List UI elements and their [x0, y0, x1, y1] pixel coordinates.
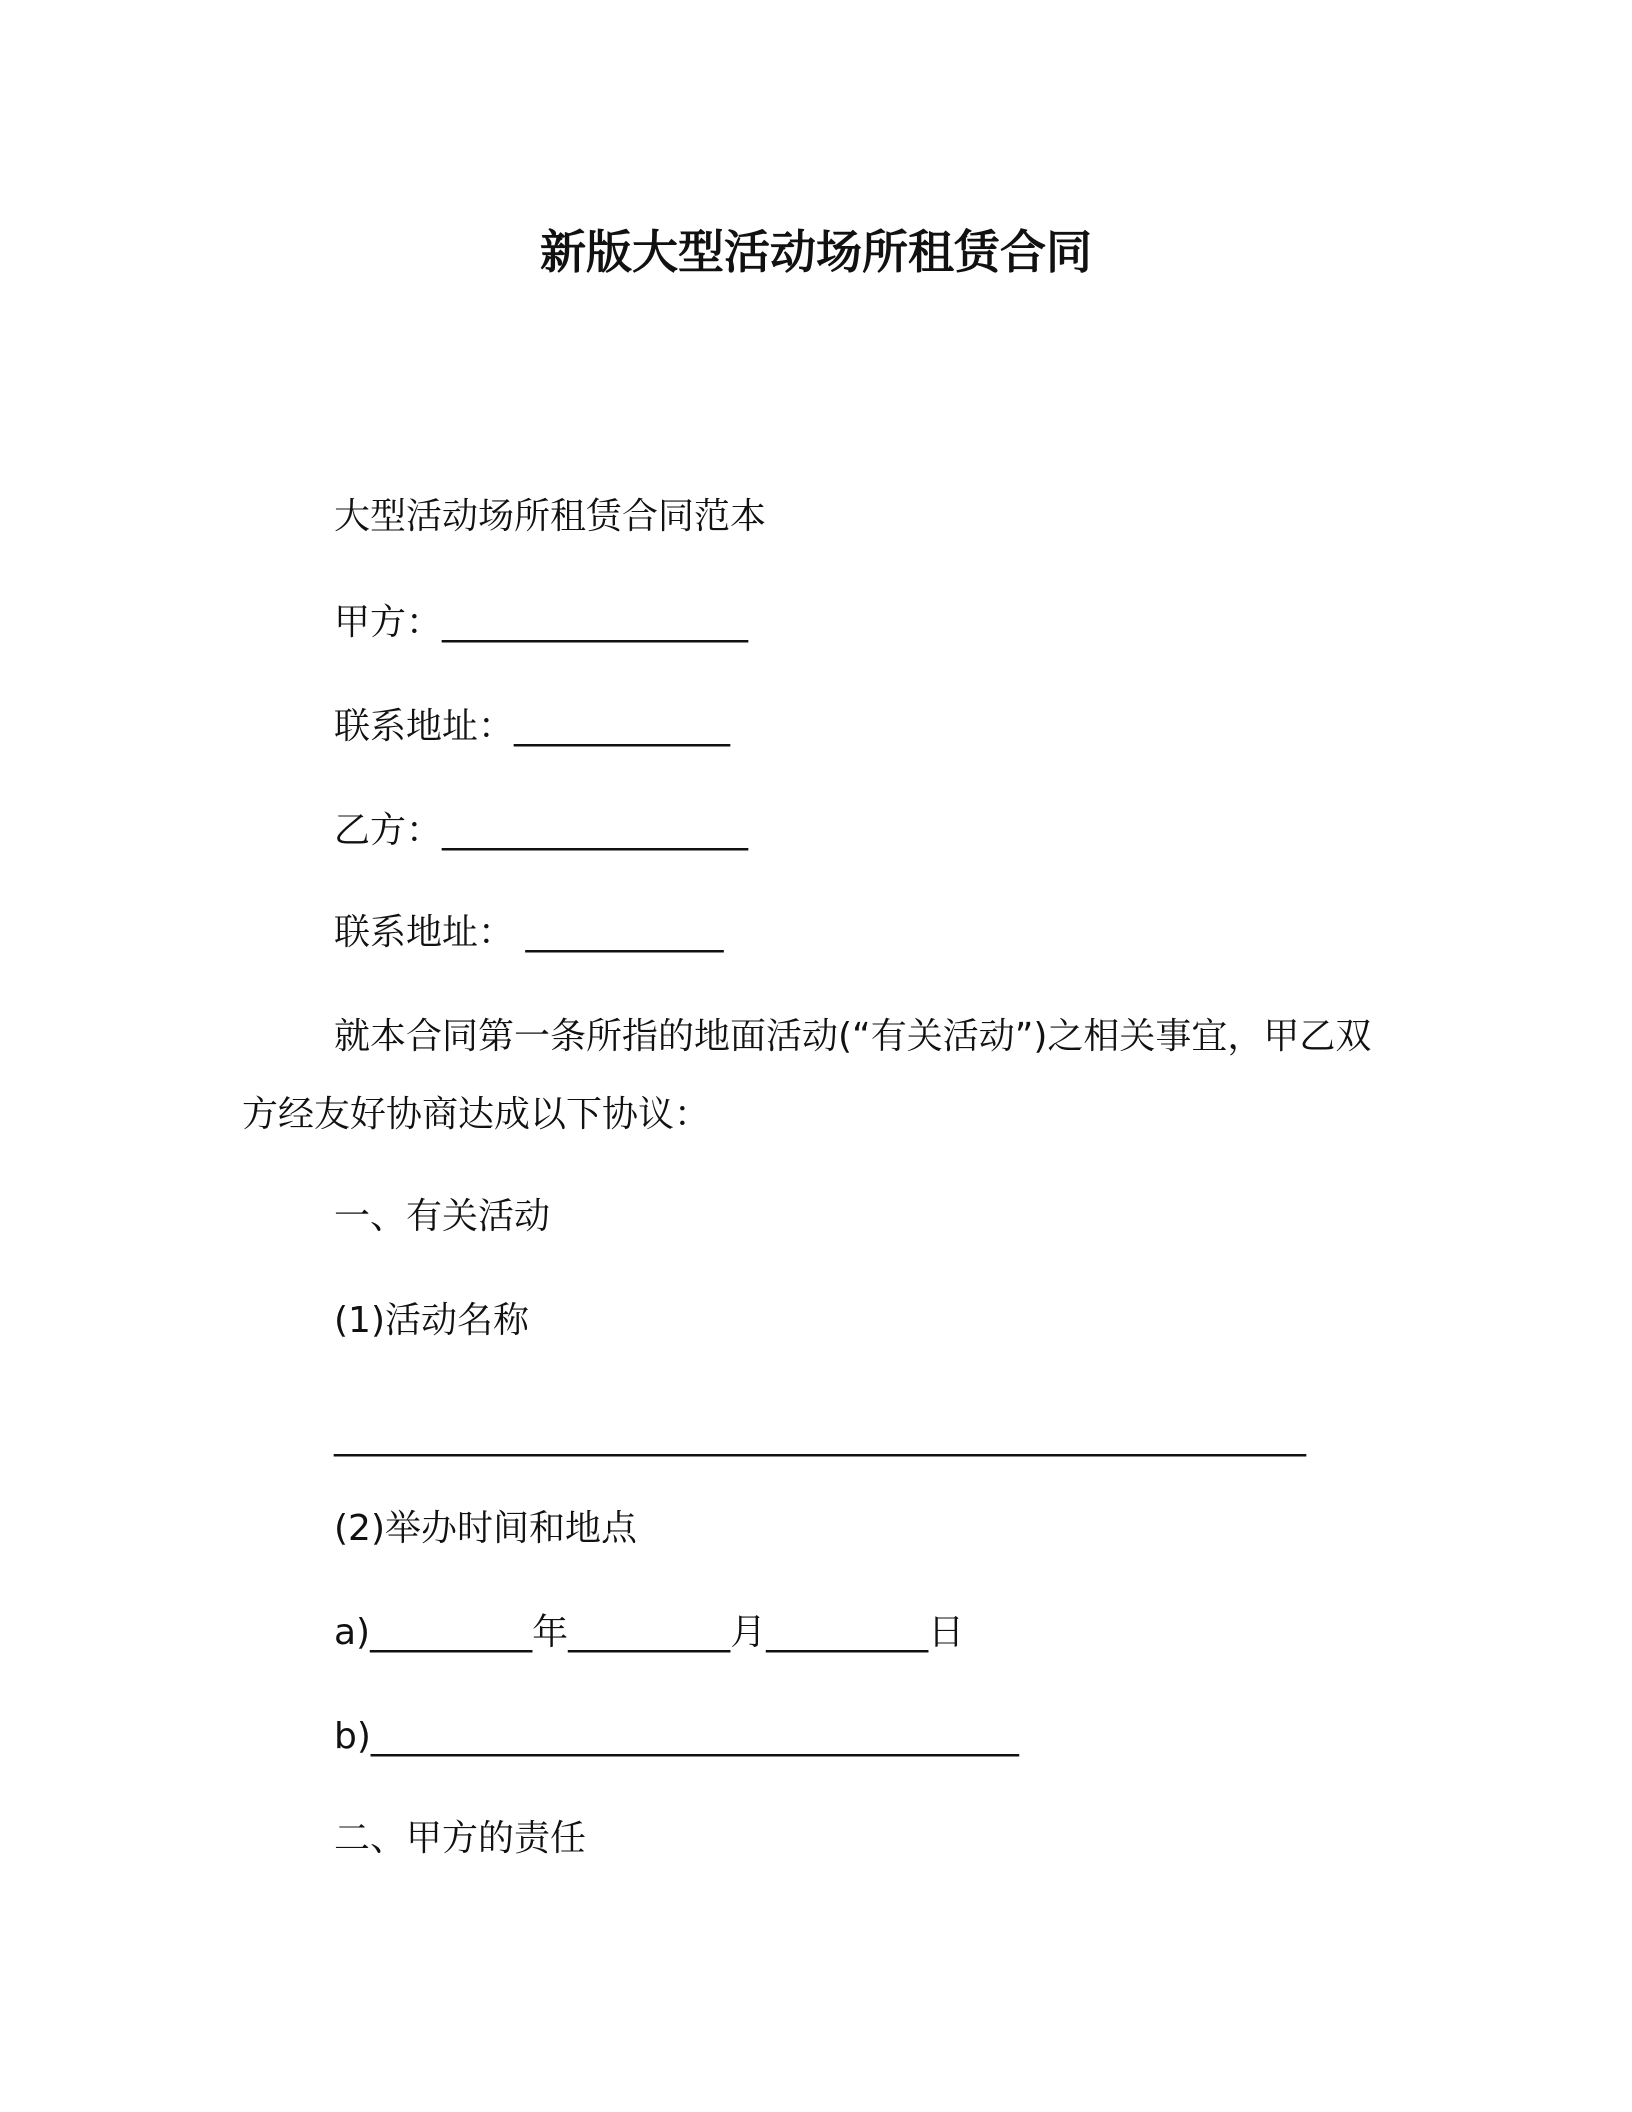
item-time-place: (2)举办时间和地点: [334, 1508, 637, 1549]
party-b-line: 乙方：_________________: [334, 810, 749, 851]
item-activity-name: (1)活动名称: [334, 1300, 529, 1341]
preamble-paragraph: 就本合同第一条所指的地面活动(“有关活动”)之相关事宜，甲乙双方经友好协商达成以下协议：: [242, 1016, 1372, 1135]
place-blank-line: b)____________________________________: [334, 1716, 1019, 1757]
document-title: 新版大型活动场所租赁合同: [540, 225, 1092, 279]
party-a-line: 甲方：_________________: [334, 602, 749, 643]
contract-subtitle: 大型活动场所租赁合同范本: [334, 496, 767, 537]
section-2-heading: 二、甲方的责任: [334, 1818, 587, 1859]
activity-name-blank: ______________________________________________________: [334, 1416, 1306, 1457]
party-b-address-line: 联系地址： ___________: [334, 912, 724, 953]
date-blank-line: a)_________年_________月_________日: [334, 1612, 965, 1653]
section-1-heading: 一、有关活动: [334, 1196, 551, 1237]
party-a-address-line: 联系地址：____________: [334, 706, 731, 747]
